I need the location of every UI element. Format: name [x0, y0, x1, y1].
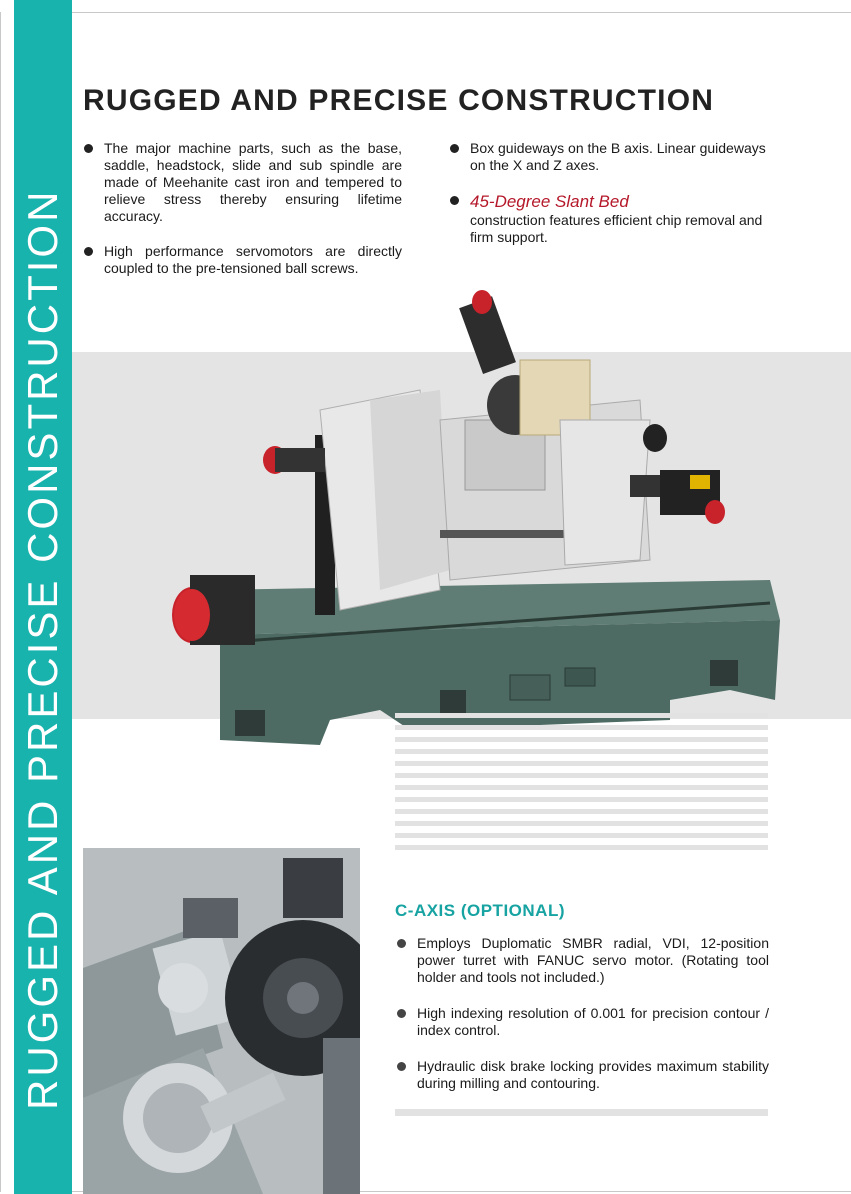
bullet-disk-brake: Hydraulic disk brake locking provides maximum stability during milling and contouring.	[397, 1058, 769, 1092]
bullet-meehanite: The major machine parts, such as the base, saddle, headstock, slide and sub spindle are made of Meehanite cast iron and tempered to relieve stress thereby ensuring lifetime accuracy.	[84, 140, 402, 225]
power-turret-closeup-photo	[83, 848, 360, 1194]
c-axis-heading: C-AXIS (OPTIONAL)	[395, 901, 565, 920]
page-title: RUGGED AND PRECISE CONSTRUCTION	[83, 84, 715, 117]
slant-bed-heading: 45-Degree Slant Bed	[470, 192, 629, 211]
bullet-guideways: Box guideways on the B axis. Linear guideways on the X and Z axes.	[450, 140, 770, 174]
bullet-turret: Employs Duplomatic SMBR radial, VDI, 12-position power turret with FANUC servo motor. (Rotating tool holder and tools not included.)	[397, 935, 769, 986]
construction-bullets-left	[84, 140, 402, 295]
bullet-servomotors: High performance servomotors are directly coupled to the pre-tensioned ball screws.	[84, 243, 402, 277]
c-axis-divider-bar	[395, 1109, 768, 1116]
side-title: RUGGED AND PRECISE CONSTRUCTION	[19, 188, 66, 1110]
bullet-slant-bed	[450, 192, 770, 246]
c-axis-bullets	[397, 935, 769, 1111]
top-rule	[72, 12, 851, 13]
bullet-indexing: High indexing resolution of 0.001 for precision contour / index control.	[397, 1005, 769, 1039]
decorative-stripes	[395, 713, 768, 857]
slant-bed-text: construction features efficient chip removal and firm support.	[470, 212, 763, 245]
construction-bullets-right	[450, 140, 770, 264]
cnc-lathe-machine-photo	[170, 290, 800, 755]
left-edge-rule	[0, 12, 1, 1192]
